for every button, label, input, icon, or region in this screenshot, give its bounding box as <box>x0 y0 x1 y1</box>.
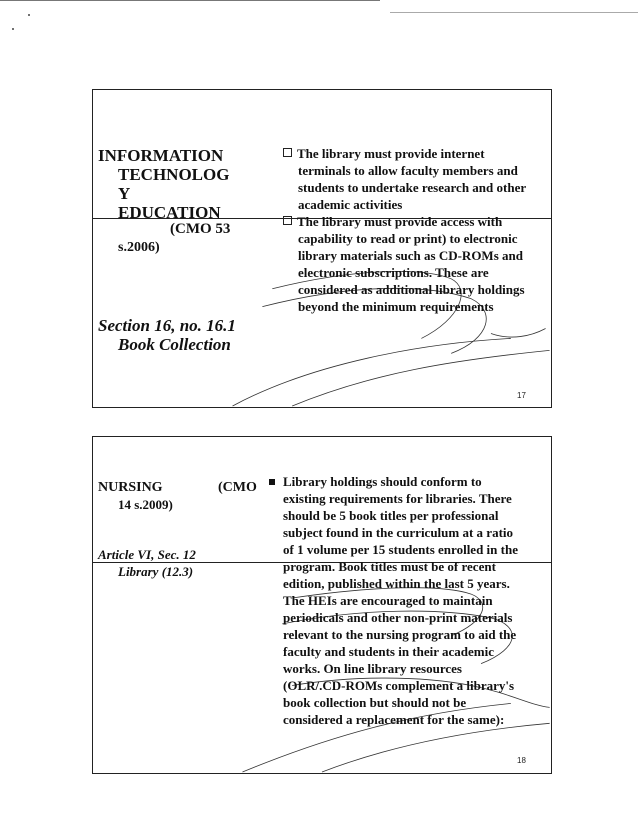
bullet-line: (OLR/.CD-ROMs complement a library's <box>283 678 515 693</box>
bullet-line: students to undertake research and other <box>298 180 527 195</box>
bullet-line: beyond the minimum requirements <box>298 299 494 314</box>
bullet-line: existing requirements for libraries. There <box>283 491 512 506</box>
bullet-line: electronic subscriptions. These are <box>298 265 489 280</box>
bullet-line: periodicals and other non-print materials <box>283 610 513 625</box>
cmo-reference: s.2006) <box>118 240 160 255</box>
bullet-line: The HEIs are encouraged to maintain <box>283 593 493 608</box>
page-number: 17 <box>517 391 526 400</box>
bullet-line: capability to read or print) to electronic <box>298 231 518 246</box>
slide-nursing <box>92 436 552 774</box>
bullet-line: library materials such as CD-ROMs and <box>298 248 523 263</box>
bullet-item: The library must provide internet <box>283 146 485 162</box>
section-heading: Section 16, no. 16.1 <box>98 316 236 335</box>
page-number: 18 <box>517 756 526 765</box>
bullet-line: of 1 volume per 15 students enrolled in the <box>283 542 518 557</box>
bullet-line: subject found in the curriculum at a ratio <box>283 525 514 540</box>
title-line: INFORMATION <box>98 146 224 165</box>
bullet-line: edition, published within the last 5 years. <box>283 576 510 591</box>
section-heading: Book Collection <box>118 335 231 354</box>
page-edge <box>0 0 380 1</box>
speck <box>28 14 30 16</box>
bullet-line: program. Book titles must be of recent <box>283 559 496 574</box>
page-edge <box>390 12 638 13</box>
bullet-line: should be 5 book titles per professional <box>283 508 499 523</box>
title-line: TECHNOLOG <box>118 165 230 184</box>
bullet-line: Library holdings should conform to <box>283 474 482 489</box>
bullet-line: faculty and students in their academic <box>283 644 495 659</box>
bullet-square-icon <box>269 479 275 485</box>
cmo-reference: (CMO 53 <box>170 221 231 237</box>
bullet-item: The library must provide access with <box>283 214 502 230</box>
bullet-line: academic activities <box>298 197 403 212</box>
bullet-line: considered a replacement for the same): <box>283 712 505 727</box>
bullet-line: works. On line library resources <box>283 661 462 676</box>
title-nursing: NURSING <box>98 480 163 495</box>
title-line: EDUCATION <box>118 203 221 222</box>
bullet-line: book collection but should not be <box>283 695 467 710</box>
bullet-line: relevant to the nursing program to aid the <box>283 627 517 642</box>
bullet-line: terminals to allow faculty members and <box>298 163 518 178</box>
section-heading: Library (12.3) <box>118 564 194 579</box>
cmo-reference: 14 s.2009) <box>118 497 173 512</box>
section-heading: Article VI, Sec. 12 <box>98 547 196 562</box>
bullet-box-icon <box>283 216 292 225</box>
slide-it-education <box>92 89 552 408</box>
speck <box>12 28 14 30</box>
bullet-line: considered as additional library holdings <box>298 282 525 297</box>
title-line: Y <box>118 184 131 203</box>
bullet-box-icon <box>283 148 292 157</box>
cmo-reference: (CMO <box>218 480 257 495</box>
